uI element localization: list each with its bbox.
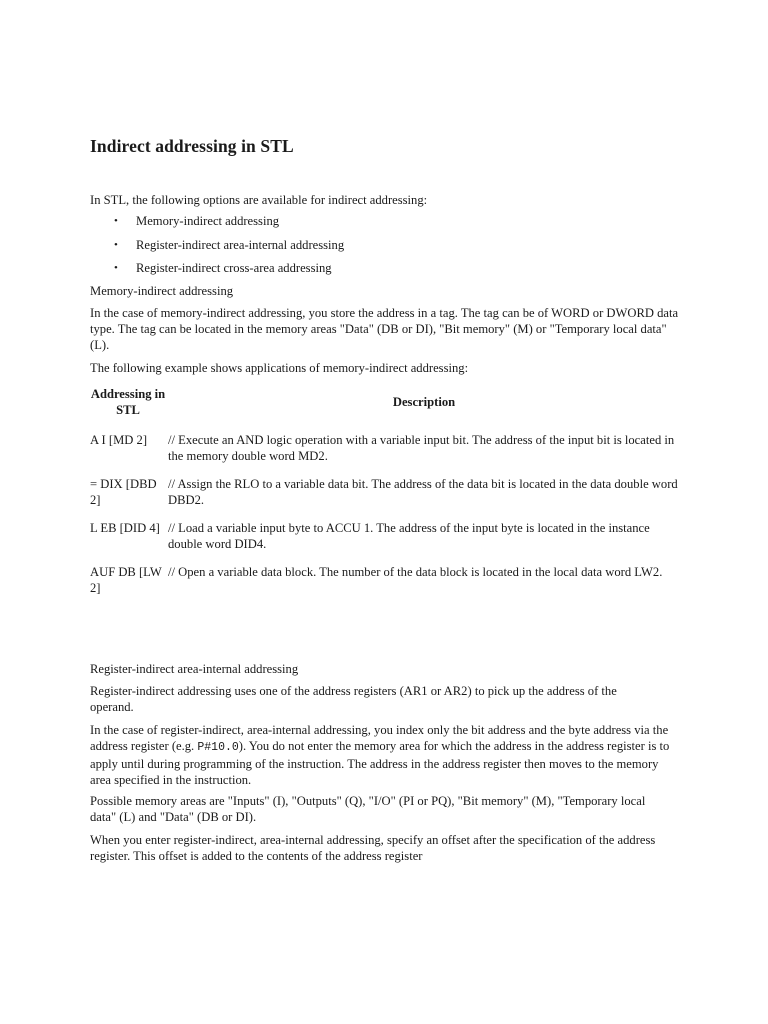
column-header-description: Description bbox=[392, 395, 456, 409]
column-header-addressing: Addressing in STL bbox=[90, 387, 166, 417]
inline-code: P#10.0 bbox=[197, 741, 239, 754]
memory-indirect-paragraph: In the case of memory-indirect addressing, you store the address in a tag. The tag can be of WORD or DWORD data type. The tag can be located in the memory areas "Data" (DB or DI), "Bit memory" (M) or "Temporary local data" (L). bbox=[90, 306, 679, 352]
paragraph-text: ). You do not enter the memory area for which the address in the address register is to apply until during programming of the instruction. The address in the address register then moves to the memory area specified in the instruction. bbox=[90, 739, 670, 787]
list-item bbox=[90, 260, 344, 284]
table-cell-addressing: AUF DB [LW 2] bbox=[90, 565, 162, 595]
list-item bbox=[90, 237, 344, 261]
table-row bbox=[90, 432, 682, 476]
register-indirect-paragraph-3: Possible memory areas are "Inputs" (I), "Outputs" (Q), "I/O" (PI or PQ), "Bit memory" (M), "Temporary local data" (L) and "Data" (DB or DI). bbox=[90, 794, 646, 824]
register-indirect-paragraph-2 bbox=[90, 722, 680, 788]
bullet-icon: • bbox=[114, 238, 118, 251]
intro-paragraph: In STL, the following options are available for indirect addressing: bbox=[90, 193, 428, 207]
table-cell-addressing: = DIX [DBD 2] bbox=[90, 477, 157, 507]
register-indirect-paragraph-1: Register-indirect addressing uses one of the address registers (AR1 or AR2) to pick up the address of the operand. bbox=[90, 684, 617, 714]
table-cell-addressing: L EB [DID 4] bbox=[90, 521, 160, 535]
register-indirect-paragraph-4: When you enter register-indirect, area-internal addressing, specify an offset after the specification of the address register. This offset is added to the contents of the address register bbox=[90, 833, 656, 863]
table-cell-description: // Execute an AND logic operation with a variable input bit. The address of the input bit is located in the memory double word MD2. bbox=[168, 433, 675, 463]
table-cell-description: // Load a variable input byte to ACCU 1. The address of the input byte is located in the instance double word DID4. bbox=[168, 521, 650, 551]
addressing-options-list bbox=[90, 213, 344, 284]
example-intro-paragraph: The following example shows applications of memory-indirect addressing: bbox=[90, 361, 469, 375]
list-item-text: Register-indirect area-internal addressing bbox=[136, 237, 345, 252]
list-item bbox=[90, 213, 344, 237]
page-title: Indirect addressing in STL bbox=[90, 136, 294, 156]
table-row bbox=[90, 564, 682, 608]
bullet-icon: • bbox=[114, 262, 118, 274]
table-header-row bbox=[90, 386, 682, 432]
section-heading-register-indirect: Register-indirect area-internal addressing bbox=[90, 662, 299, 676]
table-cell-description: // Assign the RLO to a variable data bit. The address of the data bit is located in the data double word DBD2. bbox=[168, 477, 678, 507]
table-cell-addressing: A I [MD 2] bbox=[90, 433, 148, 447]
list-item-text: Memory-indirect addressing bbox=[136, 214, 280, 228]
paragraph-text: In the case of register-indirect, area-internal addressing, you index only the bit address and the byte address via the address register (e.g. bbox=[90, 723, 669, 753]
section-heading-memory-indirect: Memory-indirect addressing bbox=[90, 284, 234, 298]
examples-table bbox=[90, 386, 682, 608]
table-row bbox=[90, 520, 682, 564]
list-item-text: Register-indirect cross-area addressing bbox=[136, 261, 332, 275]
table-row bbox=[90, 476, 682, 520]
table-cell-description: // Open a variable data block. The number of the data block is located in the local data word LW2. bbox=[168, 565, 663, 579]
bullet-icon: • bbox=[114, 215, 118, 227]
